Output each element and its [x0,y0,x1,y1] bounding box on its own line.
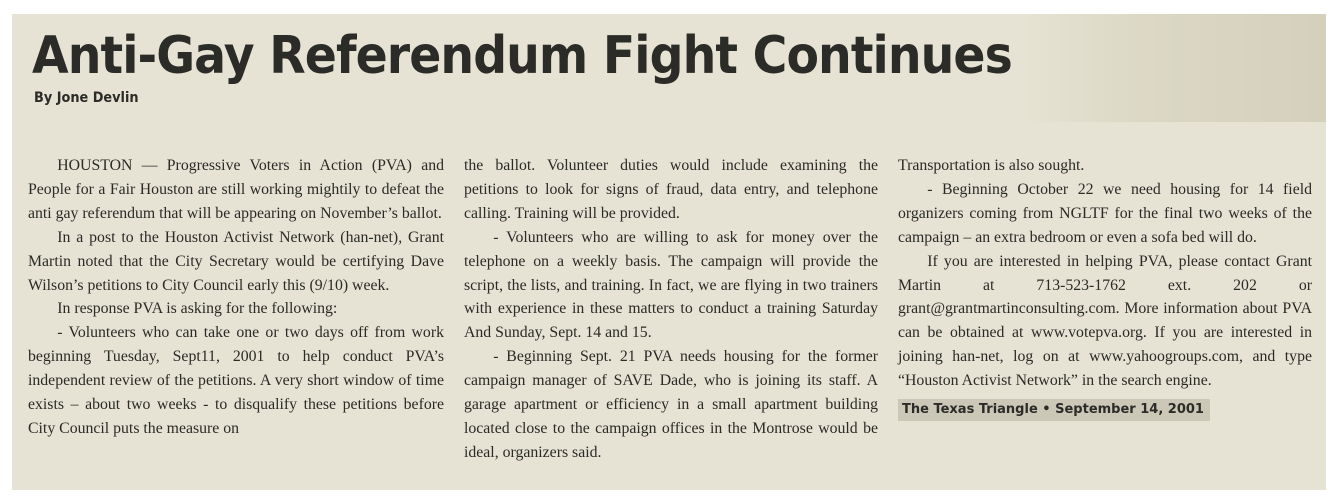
byline: By Jone Devlin [34,90,139,106]
column-1 [28,154,444,441]
paragraph: - Volunteers who are willing to ask for money over the telephone on a weekly basis. The campaign will provide the script, the lists, and training. In fact, we are flying in two trainers with experience in these matters to conduct a training Saturday And Sunday, Sept. 14 and 15. [464,228,878,342]
column-3 [898,154,1312,421]
newspaper-clipping [12,14,1326,490]
paragraph: Transportation is also sought. [898,157,1085,174]
paragraph: In a post to the Houston Activist Network (han-net), Grant Martin noted that the City Secretary would be certifying Dave Wilson’s petitions to City Council early this (9/10) week. [28,228,444,294]
column-2 [464,154,878,465]
paragraph: - Beginning October 22 we need housing for 14 field organizers coming from NGLTF for the final two weeks of the campaign – an extra bedroom or even a sofa bed will do. [898,180,1312,246]
paragraph: the ballot. Volunteer duties would include examining the petitions to look for signs of fraud, data entry, and telephone calling. Training will be provided. [464,157,878,222]
adjacent-page-bleed [1022,14,1326,122]
paragraph: - Volunteers who can take one or two days off from work beginning Tuesday, Sept11, 2001 to help conduct PVA’s independent review of the petitions. A very short window of time exists – about two weeks - to disqualify these petitions before City Council puts the measure on [28,324,444,437]
paragraph: If you are interested in helping PVA, please contact Grant Martin at 713-523-1762 ext. 202 or grant@grantmartinconsulting.com. More information about PVA can be obtained at www.votepva.org. If you are interested in joining han-net, log on at www.yahoogroups.com, and type “Houston Activist Network” in the search engine. [898,252,1312,390]
headline: Anti-Gay Referendum Fight Continues [32,26,1012,86]
publication-credit: The Texas Triangle • September 14, 2001 [898,399,1210,421]
paragraph: In response PVA is asking for the following: [57,300,338,318]
paragraph: HOUSTON — Progressive Voters in Action (PVA) and People for a Fair Houston are still working mightily to defeat the anti gay referendum that will be appearing on November’s ballot. [28,157,444,222]
paragraph: - Beginning Sept. 21 PVA needs housing for the former campaign manager of SAVE Dade, who is joining its staff. A garage apartment or efficiency in a small apartment building located close to the campaign offices in the Montrose would be ideal, organizers said. [464,348,878,461]
